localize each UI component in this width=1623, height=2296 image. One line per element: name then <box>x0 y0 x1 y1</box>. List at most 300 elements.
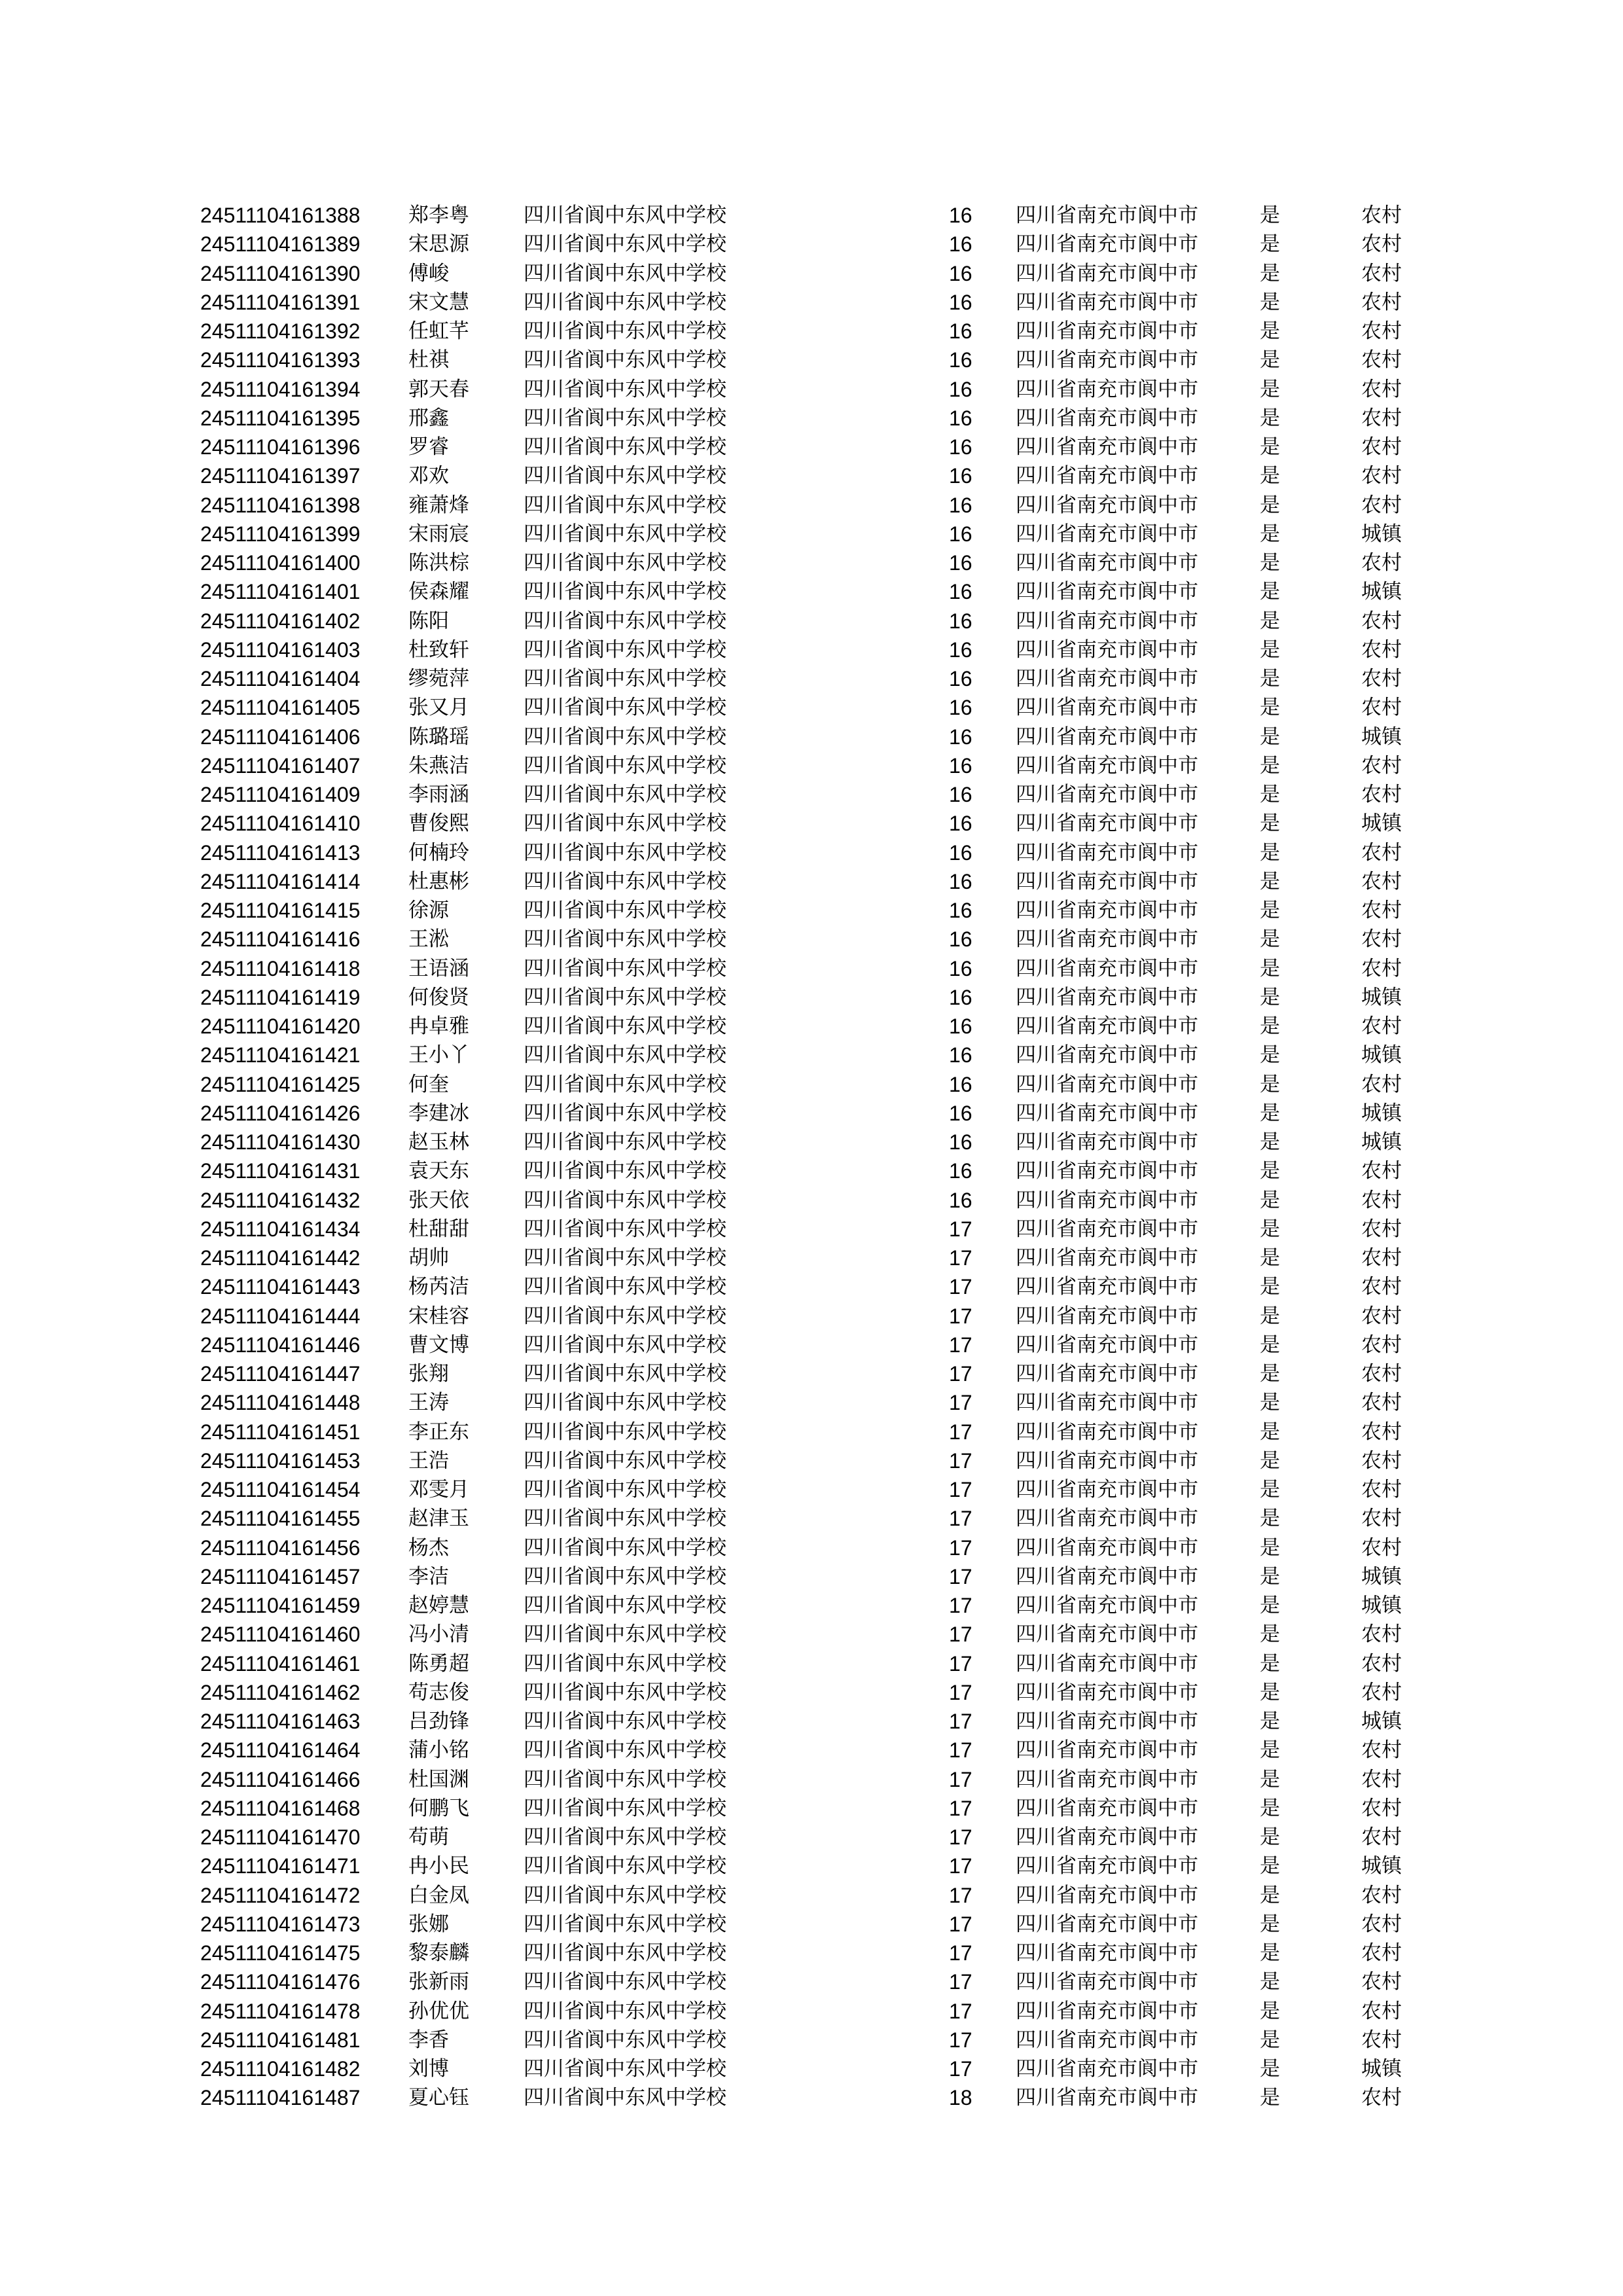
age-cell: 17 <box>949 1420 972 1444</box>
table-row <box>0 1534 1623 1562</box>
student-id-cell: 24511104161393 <box>200 348 361 372</box>
table-row <box>0 1070 1623 1099</box>
flag-cell: 是 <box>1260 1043 1280 1067</box>
region-cell: 四川省南充市阆中市 <box>1016 869 1198 893</box>
residence-type-cell: 农村 <box>1361 377 1402 401</box>
flag-cell: 是 <box>1260 2057 1280 2081</box>
residence-type-cell: 农村 <box>1361 1507 1402 1531</box>
school-cell: 四川省阆中东风中学校 <box>524 1159 726 1183</box>
residence-type-cell: 农村 <box>1361 637 1402 662</box>
school-cell: 四川省阆中东风中学校 <box>524 1883 726 1907</box>
region-cell: 四川省南充市阆中市 <box>1016 1825 1198 1849</box>
age-cell: 17 <box>949 1854 972 1878</box>
student-name-cell: 白金凤 <box>408 1883 469 1907</box>
student-name-cell: 冯小清 <box>408 1623 469 1647</box>
residence-type-cell: 城镇 <box>1361 2057 1402 2081</box>
residence-type-cell: 农村 <box>1361 1825 1402 1849</box>
table-row <box>0 1910 1623 1939</box>
residence-type-cell: 农村 <box>1361 1738 1402 1763</box>
school-cell: 四川省阆中东风中学校 <box>524 1680 726 1704</box>
flag-cell: 是 <box>1260 1623 1280 1647</box>
table-row <box>0 1359 1623 1388</box>
student-id-cell: 24511104161430 <box>200 1130 361 1154</box>
region-cell: 四川省南充市阆中市 <box>1016 1188 1198 1212</box>
table-row <box>0 636 1623 664</box>
table-row <box>0 1997 1623 2026</box>
region-cell: 四川省南充市阆中市 <box>1016 1970 1198 1994</box>
age-cell: 16 <box>949 725 972 749</box>
flag-cell: 是 <box>1260 1941 1280 1965</box>
table-row <box>0 954 1623 983</box>
flag-cell: 是 <box>1260 1448 1280 1473</box>
student-name-cell: 宋文慧 <box>408 290 469 314</box>
school-cell: 四川省阆中东风中学校 <box>524 493 726 517</box>
school-cell: 四川省阆中东风中学校 <box>524 1246 726 1270</box>
flag-cell: 是 <box>1260 1507 1280 1531</box>
student-id-cell: 24511104161392 <box>200 319 361 343</box>
table-row <box>0 1823 1623 1852</box>
student-name-cell: 胡帅 <box>408 1246 449 1270</box>
student-name-cell: 宋桂容 <box>408 1304 469 1328</box>
school-cell: 四川省阆中东风中学校 <box>524 1217 726 1241</box>
residence-type-cell: 农村 <box>1361 435 1402 459</box>
student-name-cell: 任虹芊 <box>408 319 469 343</box>
student-name-cell: 杜惠彬 <box>408 869 469 893</box>
region-cell: 四川省南充市阆中市 <box>1016 1043 1198 1067</box>
table-row <box>0 838 1623 867</box>
school-cell: 四川省阆中东风中学校 <box>524 1391 726 1415</box>
table-row <box>0 1418 1623 1446</box>
flag-cell: 是 <box>1260 580 1280 604</box>
student-id-cell: 24511104161475 <box>200 1941 361 1965</box>
student-id-cell: 24511104161409 <box>200 783 361 806</box>
student-id-cell: 24511104161405 <box>200 696 361 720</box>
student-name-cell: 苟志俊 <box>408 1680 469 1704</box>
student-name-cell: 陈勇超 <box>408 1651 469 1676</box>
student-name-cell: 张翔 <box>408 1362 449 1386</box>
flag-cell: 是 <box>1260 319 1280 343</box>
table-row <box>0 491 1623 520</box>
region-cell: 四川省南充市阆中市 <box>1016 609 1198 633</box>
student-name-cell: 袁天东 <box>408 1159 469 1183</box>
student-name-cell: 陈璐瑶 <box>408 725 469 749</box>
student-id-cell: 24511104161395 <box>200 406 361 430</box>
student-id-cell: 24511104161457 <box>200 1564 361 1588</box>
school-cell: 四川省阆中东风中学校 <box>524 1507 726 1531</box>
student-name-cell: 曹俊熙 <box>408 812 469 836</box>
residence-type-cell: 农村 <box>1361 261 1402 285</box>
student-table <box>0 201 1623 2113</box>
school-cell: 四川省阆中东风中学校 <box>524 348 726 372</box>
school-cell: 四川省阆中东风中学校 <box>524 927 726 952</box>
student-id-cell: 24511104161444 <box>200 1304 361 1328</box>
flag-cell: 是 <box>1260 696 1280 720</box>
region-cell: 四川省南充市阆中市 <box>1016 1333 1198 1357</box>
region-cell: 四川省南充市阆中市 <box>1016 406 1198 430</box>
school-cell: 四川省阆中东风中学校 <box>524 1014 726 1038</box>
region-cell: 四川省南充市阆中市 <box>1016 1767 1198 1791</box>
region-cell: 四川省南充市阆中市 <box>1016 1391 1198 1415</box>
residence-type-cell: 农村 <box>1361 1304 1402 1328</box>
residence-type-cell: 农村 <box>1361 1883 1402 1907</box>
residence-type-cell: 城镇 <box>1361 580 1402 604</box>
school-cell: 四川省阆中东风中学校 <box>524 1420 726 1444</box>
flag-cell: 是 <box>1260 551 1280 575</box>
table-row <box>0 1562 1623 1591</box>
student-id-cell: 24511104161401 <box>200 580 361 604</box>
age-cell: 16 <box>949 1072 972 1096</box>
age-cell: 16 <box>949 985 972 1009</box>
region-cell: 四川省南充市阆中市 <box>1016 637 1198 662</box>
region-cell: 四川省南充市阆中市 <box>1016 290 1198 314</box>
flag-cell: 是 <box>1260 1188 1280 1212</box>
flag-cell: 是 <box>1260 1854 1280 1878</box>
residence-type-cell: 城镇 <box>1361 1101 1402 1125</box>
school-cell: 四川省阆中东风中学校 <box>524 1710 726 1733</box>
flag-cell: 是 <box>1260 985 1280 1009</box>
student-name-cell: 孙优优 <box>408 1999 469 2023</box>
age-cell: 17 <box>949 1564 972 1588</box>
age-cell: 17 <box>949 1535 972 1560</box>
residence-type-cell: 农村 <box>1361 1391 1402 1415</box>
school-cell: 四川省阆中东风中学校 <box>524 580 726 604</box>
region-cell: 四川省南充市阆中市 <box>1016 1564 1198 1588</box>
flag-cell: 是 <box>1260 1825 1280 1849</box>
flag-cell: 是 <box>1260 2028 1280 2052</box>
flag-cell: 是 <box>1260 1362 1280 1386</box>
school-cell: 四川省阆中东风中学校 <box>524 1043 726 1067</box>
residence-type-cell: 农村 <box>1361 1796 1402 1820</box>
age-cell: 17 <box>949 1275 972 1299</box>
age-cell: 17 <box>949 1825 972 1849</box>
school-cell: 四川省阆中东风中学校 <box>524 435 726 459</box>
student-name-cell: 朱燕洁 <box>408 753 469 778</box>
flag-cell: 是 <box>1260 725 1280 749</box>
age-cell: 17 <box>949 1738 972 1763</box>
school-cell: 四川省阆中东风中学校 <box>524 1854 726 1878</box>
age-cell: 17 <box>949 1767 972 1791</box>
school-cell: 四川省阆中东风中学校 <box>524 725 726 749</box>
student-name-cell: 杜国渊 <box>408 1767 469 1791</box>
age-cell: 16 <box>949 753 972 778</box>
age-cell: 16 <box>949 493 972 517</box>
student-id-cell: 24511104161473 <box>200 1912 361 1936</box>
age-cell: 17 <box>949 2057 972 2081</box>
table-row <box>0 693 1623 722</box>
student-name-cell: 陈阳 <box>408 609 449 633</box>
student-name-cell: 邓欢 <box>408 464 449 488</box>
student-id-cell: 24511104161443 <box>200 1275 361 1299</box>
table-row <box>0 259 1623 288</box>
flag-cell: 是 <box>1260 522 1280 546</box>
flag-cell: 是 <box>1260 667 1280 691</box>
residence-type-cell: 城镇 <box>1361 1043 1402 1067</box>
flag-cell: 是 <box>1260 783 1280 806</box>
student-name-cell: 张天依 <box>408 1188 469 1212</box>
student-name-cell: 邢鑫 <box>408 406 449 430</box>
region-cell: 四川省南充市阆中市 <box>1016 1130 1198 1154</box>
age-cell: 16 <box>949 319 972 343</box>
table-row <box>0 607 1623 636</box>
flag-cell: 是 <box>1260 1217 1280 1241</box>
age-cell: 17 <box>949 1391 972 1415</box>
age-cell: 17 <box>949 1478 972 1501</box>
student-id-cell: 24511104161419 <box>200 985 361 1009</box>
student-name-cell: 杜祺 <box>408 348 449 372</box>
age-cell: 16 <box>949 435 972 459</box>
region-cell: 四川省南充市阆中市 <box>1016 1651 1198 1676</box>
flag-cell: 是 <box>1260 1564 1280 1588</box>
age-cell: 16 <box>949 927 972 952</box>
age-cell: 16 <box>949 637 972 662</box>
flag-cell: 是 <box>1260 1130 1280 1154</box>
school-cell: 四川省阆中东风中学校 <box>524 2086 726 2110</box>
student-name-cell: 赵玉林 <box>408 1130 469 1154</box>
region-cell: 四川省南充市阆中市 <box>1016 1217 1198 1241</box>
student-id-cell: 24511104161461 <box>200 1651 361 1676</box>
student-name-cell: 王涛 <box>408 1391 449 1415</box>
student-name-cell: 侯森耀 <box>408 580 469 604</box>
age-cell: 16 <box>949 1188 972 1212</box>
age-cell: 17 <box>949 1623 972 1647</box>
student-name-cell: 罗睿 <box>408 435 449 459</box>
school-cell: 四川省阆中东风中学校 <box>524 1970 726 1994</box>
school-cell: 四川省阆中东风中学校 <box>524 1535 726 1560</box>
age-cell: 16 <box>949 899 972 922</box>
student-id-cell: 24511104161391 <box>200 290 361 314</box>
student-id-cell: 24511104161406 <box>200 725 361 749</box>
table-row <box>0 461 1623 490</box>
student-name-cell: 冉小民 <box>408 1854 469 1878</box>
age-cell: 16 <box>949 869 972 893</box>
age-cell: 16 <box>949 348 972 372</box>
student-name-cell: 郭天春 <box>408 377 469 401</box>
school-cell: 四川省阆中东风中学校 <box>524 2028 726 2052</box>
residence-type-cell: 农村 <box>1361 1478 1402 1501</box>
region-cell: 四川省南充市阆中市 <box>1016 1014 1198 1038</box>
student-name-cell: 张新雨 <box>408 1970 469 1994</box>
student-name-cell: 李正东 <box>408 1420 469 1444</box>
residence-type-cell: 农村 <box>1361 1014 1402 1038</box>
school-cell: 四川省阆中东风中学校 <box>524 1825 726 1849</box>
age-cell: 16 <box>949 551 972 575</box>
residence-type-cell: 农村 <box>1361 204 1402 227</box>
age-cell: 17 <box>949 1507 972 1531</box>
age-cell: 17 <box>949 1941 972 1965</box>
age-cell: 17 <box>949 1304 972 1328</box>
student-name-cell: 郑李粤 <box>408 204 469 227</box>
flag-cell: 是 <box>1260 609 1280 633</box>
table-row <box>0 1272 1623 1301</box>
residence-type-cell: 农村 <box>1361 1912 1402 1936</box>
student-name-cell: 李雨涵 <box>408 783 469 806</box>
region-cell: 四川省南充市阆中市 <box>1016 725 1198 749</box>
student-id-cell: 24511104161470 <box>200 1825 361 1849</box>
student-name-cell: 何奎 <box>408 1072 449 1096</box>
flag-cell: 是 <box>1260 1478 1280 1501</box>
region-cell: 四川省南充市阆中市 <box>1016 1941 1198 1965</box>
region-cell: 四川省南充市阆中市 <box>1016 1478 1198 1501</box>
school-cell: 四川省阆中东风中学校 <box>524 812 726 836</box>
school-cell: 四川省阆中东风中学校 <box>524 1101 726 1125</box>
student-id-cell: 24511104161432 <box>200 1188 361 1212</box>
age-cell: 18 <box>949 2086 972 2110</box>
residence-type-cell: 农村 <box>1361 783 1402 806</box>
school-cell: 四川省阆中东风中学校 <box>524 637 726 662</box>
school-cell: 四川省阆中东风中学校 <box>524 261 726 285</box>
residence-type-cell: 农村 <box>1361 869 1402 893</box>
flag-cell: 是 <box>1260 956 1280 980</box>
region-cell: 四川省南充市阆中市 <box>1016 753 1198 778</box>
school-cell: 四川省阆中东风中学校 <box>524 956 726 980</box>
flag-cell: 是 <box>1260 1333 1280 1357</box>
residence-type-cell: 农村 <box>1361 899 1402 922</box>
age-cell: 17 <box>949 1680 972 1704</box>
table-row <box>0 288 1623 317</box>
flag-cell: 是 <box>1260 869 1280 893</box>
student-name-cell: 何楠玲 <box>408 840 469 865</box>
residence-type-cell: 农村 <box>1361 493 1402 517</box>
student-id-cell: 24511104161459 <box>200 1594 361 1617</box>
residence-type-cell: 农村 <box>1361 696 1402 720</box>
region-cell: 四川省南充市阆中市 <box>1016 1072 1198 1096</box>
residence-type-cell: 城镇 <box>1361 1594 1402 1617</box>
student-id-cell: 24511104161451 <box>200 1420 361 1444</box>
student-id-cell: 24511104161468 <box>200 1796 361 1820</box>
student-id-cell: 24511104161400 <box>200 551 361 575</box>
region-cell: 四川省南充市阆中市 <box>1016 1796 1198 1820</box>
residence-type-cell: 农村 <box>1361 551 1402 575</box>
table-row <box>0 809 1623 838</box>
table-row <box>0 1504 1623 1533</box>
residence-type-cell: 农村 <box>1361 1999 1402 2023</box>
student-id-cell: 24511104161463 <box>200 1710 361 1733</box>
flag-cell: 是 <box>1260 1275 1280 1299</box>
student-name-cell: 徐源 <box>408 899 449 922</box>
region-cell: 四川省南充市阆中市 <box>1016 377 1198 401</box>
school-cell: 四川省阆中东风中学校 <box>524 522 726 546</box>
school-cell: 四川省阆中东风中学校 <box>524 1796 726 1820</box>
region-cell: 四川省南充市阆中市 <box>1016 840 1198 865</box>
school-cell: 四川省阆中东风中学校 <box>524 753 726 778</box>
table-row <box>0 1388 1623 1417</box>
student-id-cell: 24511104161404 <box>200 667 361 691</box>
student-id-cell: 24511104161446 <box>200 1333 361 1357</box>
region-cell: 四川省南充市阆中市 <box>1016 493 1198 517</box>
region-cell: 四川省南充市阆中市 <box>1016 2028 1198 2052</box>
table-row <box>0 2083 1623 2112</box>
student-id-cell: 24511104161478 <box>200 1999 361 2023</box>
school-cell: 四川省阆中东风中学校 <box>524 840 726 865</box>
flag-cell: 是 <box>1260 1738 1280 1763</box>
flag-cell: 是 <box>1260 232 1280 257</box>
residence-type-cell: 农村 <box>1361 1188 1402 1212</box>
flag-cell: 是 <box>1260 2086 1280 2110</box>
student-name-cell: 王浩 <box>408 1448 449 1473</box>
school-cell: 四川省阆中东风中学校 <box>524 406 726 430</box>
student-name-cell: 陈洪棕 <box>408 551 469 575</box>
school-cell: 四川省阆中东风中学校 <box>524 204 726 227</box>
residence-type-cell: 农村 <box>1361 2086 1402 2110</box>
school-cell: 四川省阆中东风中学校 <box>524 1333 726 1357</box>
age-cell: 16 <box>949 609 972 633</box>
residence-type-cell: 城镇 <box>1361 1854 1402 1878</box>
age-cell: 16 <box>949 290 972 314</box>
student-id-cell: 24511104161397 <box>200 464 361 488</box>
age-cell: 17 <box>949 1651 972 1676</box>
school-cell: 四川省阆中东风中学校 <box>524 232 726 257</box>
school-cell: 四川省阆中东风中学校 <box>524 1623 726 1647</box>
residence-type-cell: 农村 <box>1361 1767 1402 1791</box>
student-id-cell: 24511104161389 <box>200 232 361 257</box>
region-cell: 四川省南充市阆中市 <box>1016 812 1198 836</box>
student-id-cell: 24511104161462 <box>200 1680 361 1704</box>
flag-cell: 是 <box>1260 1159 1280 1183</box>
table-row <box>0 1099 1623 1128</box>
student-name-cell: 杜致轩 <box>408 637 469 662</box>
table-row <box>0 1794 1623 1823</box>
student-name-cell: 李建冰 <box>408 1101 469 1125</box>
region-cell: 四川省南充市阆中市 <box>1016 464 1198 488</box>
flag-cell: 是 <box>1260 1710 1280 1733</box>
residence-type-cell: 农村 <box>1361 290 1402 314</box>
flag-cell: 是 <box>1260 1391 1280 1415</box>
residence-type-cell: 农村 <box>1361 753 1402 778</box>
student-name-cell: 雍萧烽 <box>408 493 469 517</box>
region-cell: 四川省南充市阆中市 <box>1016 1507 1198 1531</box>
student-name-cell: 张又月 <box>408 696 469 720</box>
residence-type-cell: 农村 <box>1361 667 1402 691</box>
residence-type-cell: 农村 <box>1361 464 1402 488</box>
table-row <box>0 1331 1623 1359</box>
table-row <box>0 983 1623 1012</box>
age-cell: 16 <box>949 1101 972 1125</box>
residence-type-cell: 农村 <box>1361 319 1402 343</box>
school-cell: 四川省阆中东风中学校 <box>524 377 726 401</box>
residence-type-cell: 农村 <box>1361 1535 1402 1560</box>
flag-cell: 是 <box>1260 1420 1280 1444</box>
age-cell: 17 <box>949 1883 972 1907</box>
residence-type-cell: 农村 <box>1361 1623 1402 1647</box>
flag-cell: 是 <box>1260 812 1280 836</box>
student-id-cell: 24511104161464 <box>200 1738 361 1763</box>
student-id-cell: 24511104161416 <box>200 927 361 952</box>
table-row <box>0 201 1623 230</box>
school-cell: 四川省阆中东风中学校 <box>524 1188 726 1212</box>
school-cell: 四川省阆中东风中学校 <box>524 1130 726 1154</box>
table-row <box>0 433 1623 461</box>
age-cell: 16 <box>949 956 972 980</box>
residence-type-cell: 农村 <box>1361 1246 1402 1270</box>
table-row <box>0 520 1623 548</box>
flag-cell: 是 <box>1260 753 1280 778</box>
student-name-cell: 吕劲锋 <box>408 1710 469 1733</box>
residence-type-cell: 农村 <box>1361 1362 1402 1386</box>
student-id-cell: 24511104161425 <box>200 1072 361 1096</box>
table-row <box>0 1736 1623 1765</box>
flag-cell: 是 <box>1260 1999 1280 2023</box>
student-id-cell: 24511104161410 <box>200 812 361 836</box>
student-id-cell: 24511104161448 <box>200 1391 361 1415</box>
age-cell: 16 <box>949 522 972 546</box>
region-cell: 四川省南充市阆中市 <box>1016 1854 1198 1878</box>
flag-cell: 是 <box>1260 1680 1280 1704</box>
student-id-cell: 24511104161447 <box>200 1362 361 1386</box>
table-row <box>0 346 1623 374</box>
student-name-cell: 蒲小铭 <box>408 1738 469 1763</box>
student-name-cell: 刘博 <box>408 2057 449 2081</box>
table-row <box>0 1041 1623 1069</box>
